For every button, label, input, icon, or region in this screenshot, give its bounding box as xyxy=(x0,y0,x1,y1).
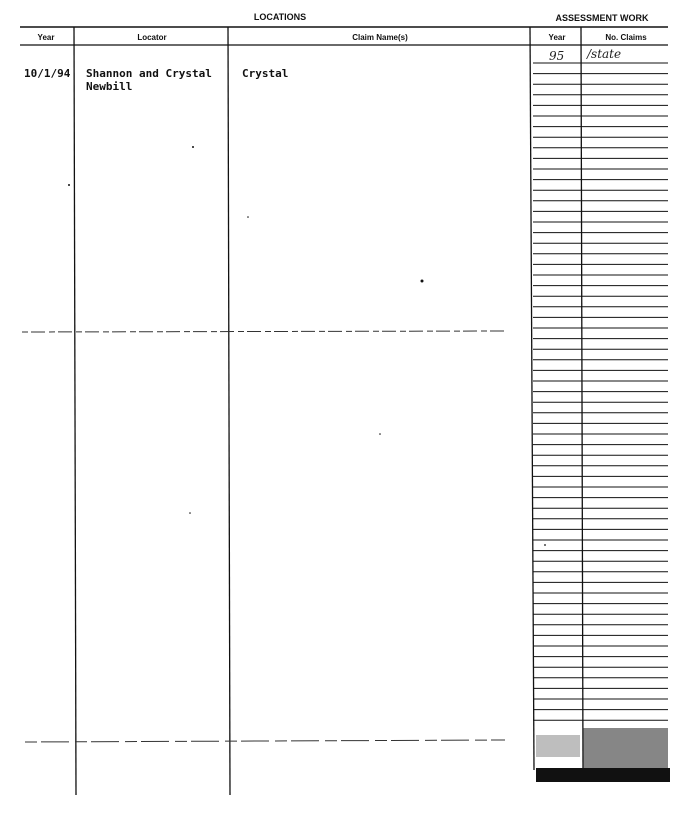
entry-locator xyxy=(86,67,231,93)
year-column-header: Year xyxy=(37,33,55,42)
assessment-year-column-header: Year xyxy=(548,33,566,42)
assessment-claims-handwritten: /state xyxy=(587,47,622,61)
assessment-year-handwritten: 95 xyxy=(549,49,565,63)
no-claims-column-header: No. Claims xyxy=(605,33,647,42)
locator-line-1: Shannon and Crystal xyxy=(86,67,212,80)
assessment-work-heading: ASSESSMENT WORK xyxy=(555,13,649,23)
entry-year: 10/1/94 xyxy=(24,67,71,80)
locator-column-header: Locator xyxy=(137,33,167,42)
claim-names-column-header: Claim Name(s) xyxy=(352,33,408,42)
locations-heading: LOCATIONS xyxy=(253,12,307,22)
locator-line-2: Newbill xyxy=(86,80,133,93)
entry-claim-name: Crystal xyxy=(242,67,289,80)
